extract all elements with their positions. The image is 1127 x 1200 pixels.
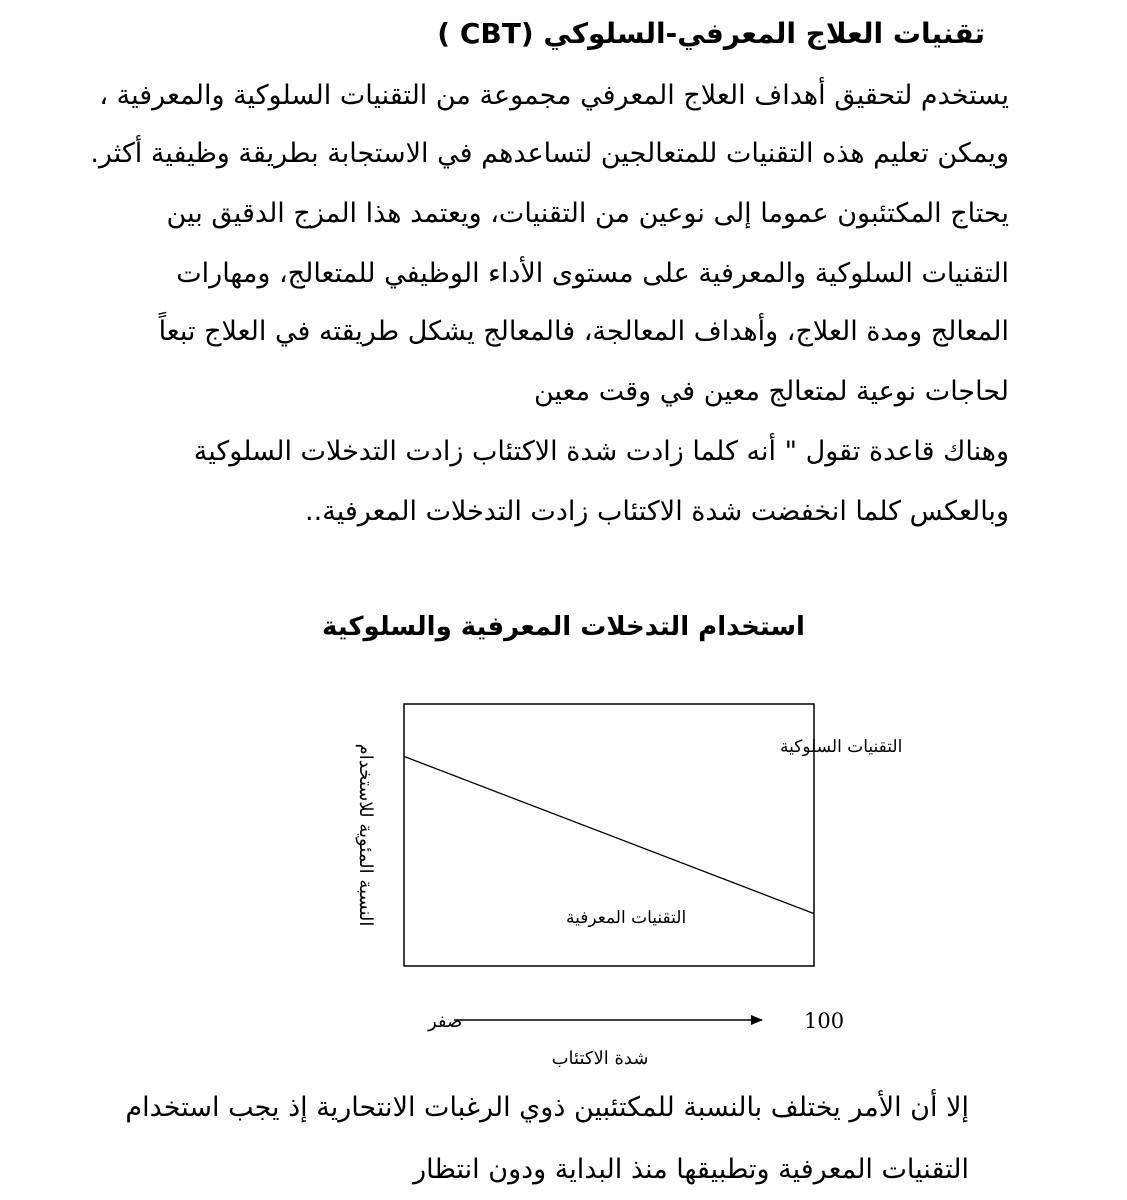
paragraph-line: ويمكن تعليم هذه التقنيات للمتعالجين لتساعدهم في الاستجابة بطريقة وظيفية أكثر.	[90, 138, 1009, 169]
paragraph-line: لحاجات نوعية لمتعالج معين في وقت معين	[533, 376, 1009, 407]
chart-title: استخدام التدخلات المعرفية والسلوكية	[322, 612, 805, 642]
paragraph-line: التقنيات السلوكية والمعرفية على مستوى الأداء الوظيفي للمتعالج، ومهارات	[176, 258, 1009, 289]
cognitive-region-label: التقنيات المعرفية	[566, 908, 687, 928]
x-start-label: صفر	[428, 1011, 463, 1032]
x-end-label: 100	[804, 1009, 845, 1033]
section-heading: تقنيات العلاج المعرفي-السلوكي (CBT )	[437, 17, 985, 50]
divider-line	[404, 756, 814, 913]
usage-chart	[320, 690, 903, 1080]
paragraph-line: يحتاج المكتئبون عموما إلى نوعين من التقنيات، ويعتمد هذا المزج الدقيق بين	[166, 198, 1009, 229]
y-axis-label: النسبة المئوية للاستخدام	[355, 743, 376, 927]
closing-line: إلا أن الأمر يختلف بالنسبة للمكتئبين ذوي الرغبات الانتحارية إذ يجب استخدام	[125, 1092, 969, 1123]
paragraph-line: وبالعكس كلما انخفضت شدة الاكتئاب زادت التدخلات المعرفية..	[305, 496, 1009, 527]
closing-line: التقنيات المعرفية وتطبيقها منذ البداية ودون انتظار	[413, 1154, 969, 1185]
behavioral-region-label: التقنيات السلوكية	[780, 737, 903, 757]
paragraph-line: وهناك قاعدة تقول " أنه كلما زادت شدة الاكتئاب زادت التدخلات السلوكية	[193, 436, 1009, 467]
x-axis-label: شدة الاكتئاب	[551, 1048, 649, 1069]
paragraph-line: المعالج ومدة العلاج، وأهداف المعالجة، فالمعالج يشكل طريقته في العلاج تبعاً	[158, 316, 1009, 347]
paragraph-line: يستخدم لتحقيق أهداف العلاج المعرفي مجموعة من التقنيات السلوكية والمعرفية ،	[99, 80, 1009, 111]
